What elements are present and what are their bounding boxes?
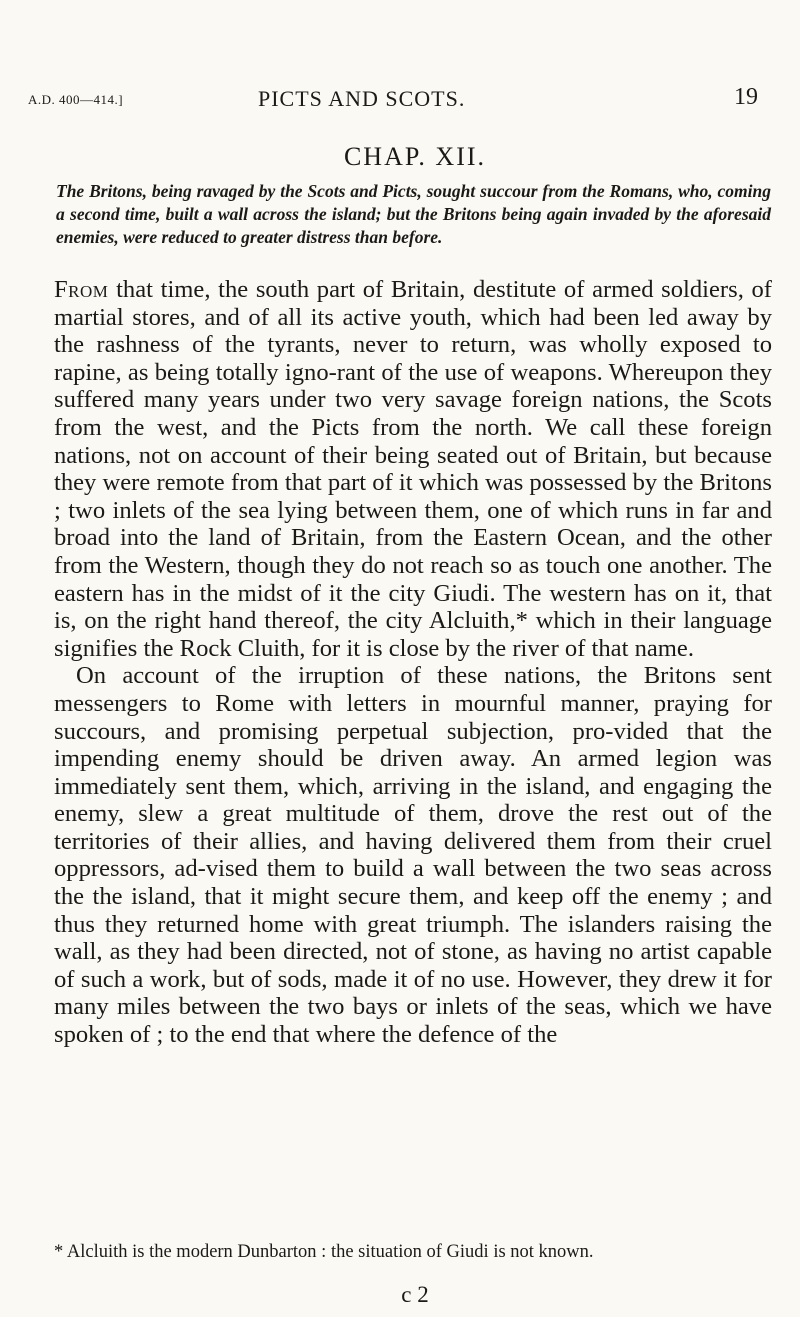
chapter-title: CHAP. XII.: [343, 142, 487, 171]
running-head: [28, 84, 758, 114]
chapter-summary: The Britons, being ravaged by the Scots and Picts, sought succour from the Romans, who, coming a second time, built a wall across the island; but the Britons being again invaded by the aforesaid enemies, were reduced to greater distress than before.: [56, 181, 771, 248]
paragraph-2: On account of the irruption of these nations, the Britons sent messengers to Rome with letters in mournful manner, praying for succours, and promising perpetual subjection, pro-vided that the impending enemy should be driven away. An armed legion was immediately sent them, which, arriving in the island, and engaging the enemy, slew a great multitude of them, drove the rest out of the territories of their allies, and having delivered them from their cruel oppressors, ad-vised them to build a wall between the two seas across the the island, that it might secure them, and keep off the enemy ; and thus they returned home with great triumph. The islanders raising the wall, as they had been directed, not of stone, as having no artist capable of such a work, but of sods, made it of no use. However, they drew it for many miles between the two bays or inlets of the seas, which we have spoken of ; to the end that where the defence of the: [54, 662, 772, 1049]
body-text: [54, 276, 772, 1049]
signature-mark: c 2: [401, 1282, 429, 1307]
initial-word: From: [54, 276, 109, 303]
paragraph-1-text: that time, the south part of Britain, destitute of armed soldiers, of martial stores, and of all its active youth, which had been led away by the rashness of the tyrants, never to return, was wholly exposed to rapine, as being totally igno-rant of the use of weapons. Whereupon they suffered many years under two very savage foreign nations, the Scots from the west, and the Picts from the north. We call these foreign nations, not on account of their being seated out of Britain, but because they were remote from that part of it which was possessed by the Britons ; two inlets of the sea lying between them, one of which runs in far and broad into the land of Britain, from the Eastern Ocean, and the other from the Western, though they do not reach so as touch one another. The eastern has in the midst of it the city Giudi. The western has on it, that is, on the right hand thereof, the city Alcluith,* which in their language signifies the Rock Cluith, for it is close by the river of that name.: [54, 276, 772, 662]
running-title: PICTS AND SCOTS.: [258, 86, 466, 111]
date-range: A.D. 400—414.]: [28, 92, 124, 107]
paragraph-1: [54, 276, 772, 662]
page-number: 19: [734, 84, 758, 110]
footnote: * Alcluith is the modern Dunbarton : the situation of Giudi is not known.: [54, 1242, 594, 1262]
